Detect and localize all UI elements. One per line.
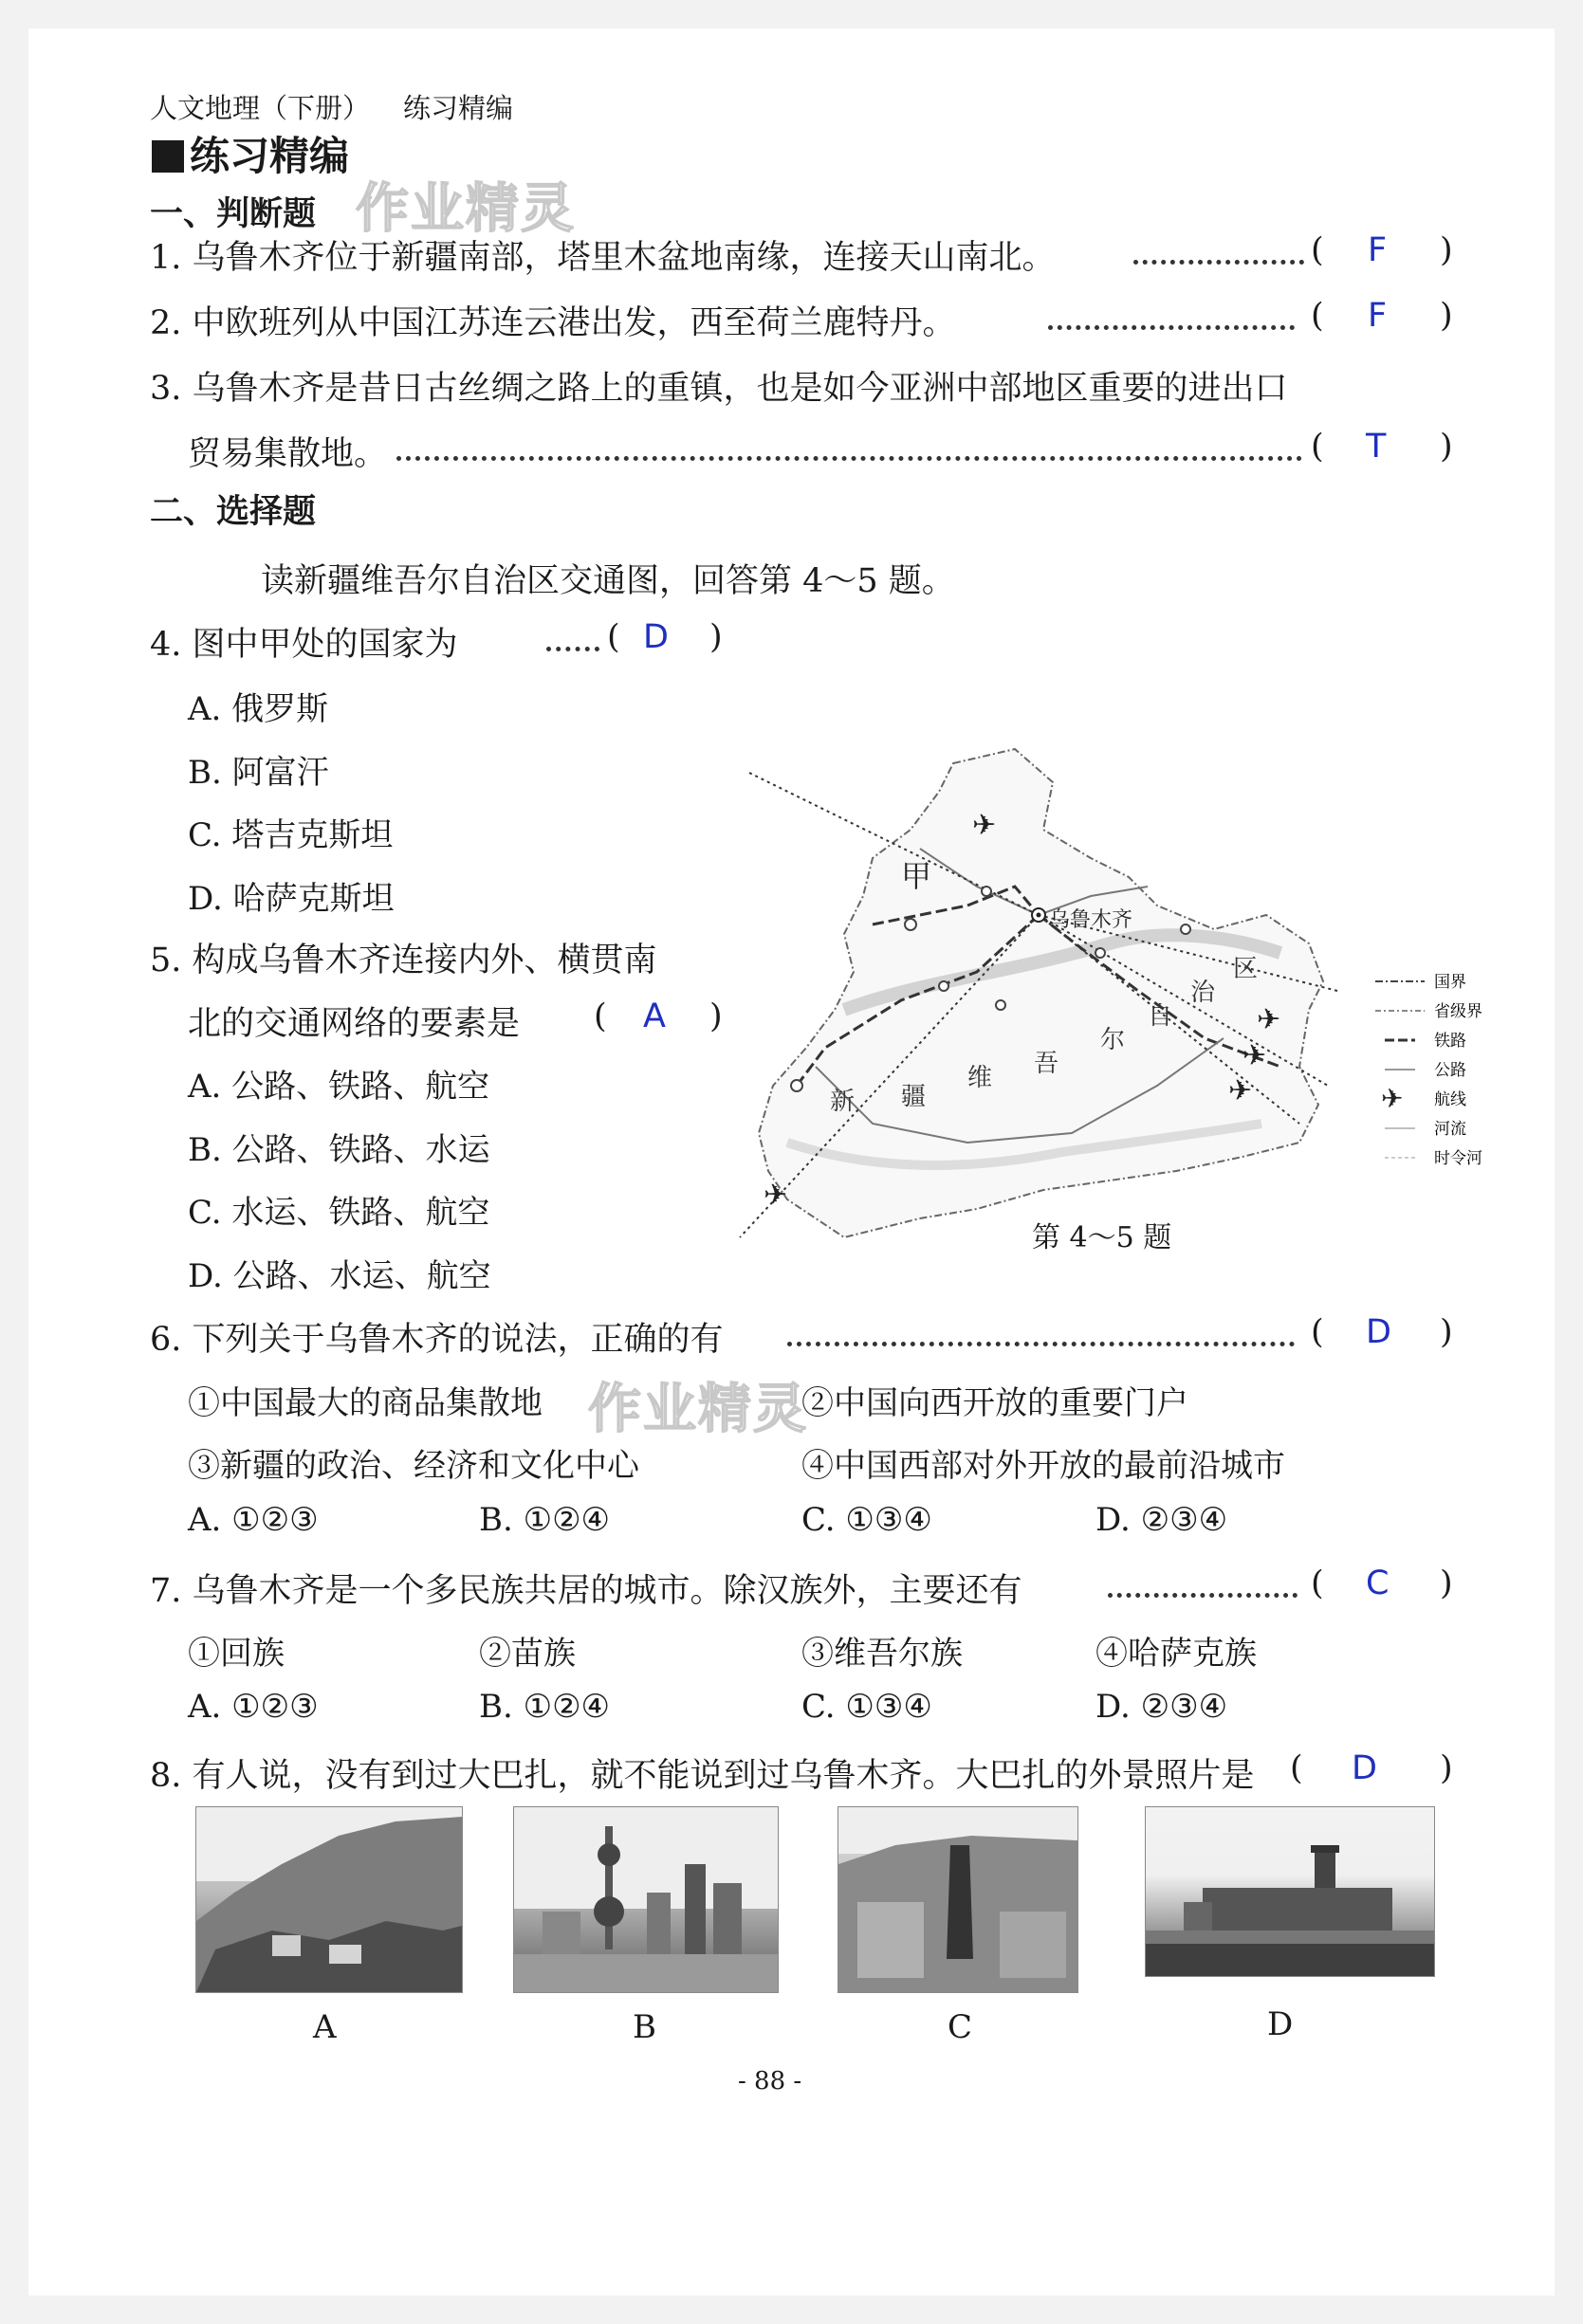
city-marker (1181, 924, 1190, 934)
q5-stem-2: 北的交通网络的要素是 (188, 1005, 521, 1043)
q5-option-d: D. 公路、水运、航空 (188, 1257, 491, 1295)
dot-leader (546, 647, 599, 651)
legend-label: 航线 (1434, 1090, 1466, 1109)
region-char: 尔 (1100, 1026, 1126, 1054)
region-char: 区 (1233, 955, 1259, 983)
q7-statement-1: ①回族 (188, 1635, 285, 1673)
dot-leader (396, 456, 1302, 461)
photo-a (195, 1806, 463, 1993)
q4-stem: 4. 图中甲处的国家为 (150, 626, 458, 664)
photo-d (1145, 1806, 1435, 1977)
q5-option-c: C. 水运、铁路、航空 (188, 1194, 490, 1232)
dot-leader (1108, 1593, 1298, 1598)
jia-label: 甲 (901, 858, 932, 894)
region-char: 治 (1190, 979, 1216, 1007)
city-marker (939, 981, 948, 991)
q5-answer: A (643, 997, 666, 1035)
watermark: 作业精灵 (588, 1379, 808, 1440)
legend-label: 公路 (1434, 1061, 1466, 1080)
photo-label-c: C (948, 2008, 973, 2046)
q4-option-c: C. 塔吉克斯坦 (188, 816, 394, 854)
city-marker (996, 1000, 1005, 1010)
q6-statement-2: ②中国向西开放的重要门户 (801, 1384, 1188, 1422)
airplane-icon: ✈ (972, 809, 997, 842)
q7-statement-4: ④哈萨克族 (1095, 1635, 1257, 1673)
photo-label-d: D (1267, 2005, 1294, 2043)
q4-option-b: B. 阿富汗 (188, 754, 329, 792)
photo-label-b: B (633, 2008, 656, 2046)
q5-option-a: A. 公路、铁路、航空 (188, 1068, 490, 1106)
answer-2: F (1368, 297, 1388, 335)
q8-stem: 8. 有人说，没有到过大巴扎，就不能说到过乌鲁木齐。大巴扎的外景照片是 (150, 1757, 1255, 1795)
airplane-icon: ✈ (1228, 1074, 1253, 1107)
q7-option-d: D. ②③④ (1095, 1688, 1228, 1726)
q7-statement-2: ②苗族 (479, 1635, 576, 1673)
q6-option-a: A. ①②③ (188, 1501, 319, 1539)
part1-heading: 一、判断题 (150, 195, 317, 233)
q7-stem: 7. 乌鲁木齐是一个多民族共居的城市。除汉族外，主要还有 (150, 1572, 1022, 1610)
airplane-icon: ✈ (1381, 1083, 1404, 1114)
q7-option-b: B. ①②④ (479, 1688, 611, 1726)
q4-option-a: A. 俄罗斯 (188, 690, 329, 728)
region-char: 疆 (901, 1083, 927, 1111)
page-number: - 88 - (738, 2067, 802, 2095)
q6-option-d: D. ②③④ (1095, 1501, 1228, 1539)
legend-label: 铁路 (1434, 1032, 1466, 1051)
xinjiang-transport-map (730, 725, 1508, 1266)
region-char: 吾 (1034, 1050, 1059, 1078)
title-square-icon (152, 140, 184, 173)
dot-leader (787, 1342, 1295, 1346)
q6-answer: D (1366, 1313, 1391, 1351)
photo-b (513, 1806, 779, 1993)
q6-option-b: B. ①②④ (479, 1501, 611, 1539)
legend-label: 国界 (1434, 973, 1466, 992)
q6-statement-3: ③新疆的政治、经济和文化中心 (188, 1447, 639, 1485)
q8-answer: D (1352, 1749, 1377, 1787)
map-legend (1375, 973, 1482, 1168)
q5-option-b: B. 公路、铁路、水运 (188, 1131, 490, 1169)
legend-label: 河流 (1434, 1120, 1466, 1139)
section-title: 练习精编 (403, 92, 514, 124)
page-title: 练习精编 (152, 125, 349, 182)
q4-answer: D (643, 618, 669, 656)
q7-option-c: C. ①③④ (801, 1688, 932, 1726)
q6-stem: 6. 下列关于乌鲁木齐的说法，正确的有 (150, 1321, 724, 1359)
photo-c (838, 1806, 1078, 1993)
legend-label: 省级界 (1434, 1002, 1482, 1021)
q7-statement-3: ③维吾尔族 (801, 1635, 963, 1673)
q7-option-a: A. ①②③ (188, 1688, 319, 1726)
airplane-icon: ✈ (1242, 1039, 1267, 1072)
q6-option-c: C. ①③④ (801, 1501, 932, 1539)
q5-stem-1: 5. 构成乌鲁木齐连接内外、横贯南 (150, 942, 657, 979)
page: 人文地理（下册） 练习精编 练习精编 作业精灵 一、判断题 1. 乌鲁木齐位于新疆南部，塔里木盆地南缘，连接天山南北。 ( F ) 2. 中欧班列从中国江苏连云港出发，西至荷兰鹿特丹。 ( F ) 3. 乌鲁木齐是昔日古丝绸之路上的重镇，也是如今亚洲中部地区重要的进出口 贸易集散地。 ( T ) 二、选择题 读新疆维吾尔自治区交通图，回答第 4～5 题。 4. 图中甲处的国家为 ( D ) A. 俄罗斯 B. 阿富汗 C. 塔吉克斯坦 D. 哈萨克斯坦 5. 构成乌鲁木齐连接内外、横贯南 北的交通网络的要素是 ( A ) A. 公路、铁路、航空 B. 公路、铁路、水运 C. 水运、铁路、航空 D. 公路、水运、航空 ✈ ✈ ✈ ✈ ✈ 甲 乌鲁木齐 新 疆 维 吾 尔 自 治 区 国界 省级界 铁路 公路 ✈ 航线 河流 时令河 第 4～5 题 6. 下列关于乌鲁木齐的说法，正确的有 ( D ) ①中国最大的商品集散地 ②中国向西开放的重要门户 作业精灵 ③新疆的政治、经济和文化中心 ④中国西部对外开放的最前沿城市 A. ①②③ B. ①②④ C. ①③④ D. ②③④ 7. 乌鲁木齐是一个多民族共居的城市。除汉族外，主要还有 ( C ) ①回族 ②苗族 ③维吾尔族 ④哈萨克族 A. ①②③ B. ①②④ C. ①③④ D. ②③④ 8. 有人说，没有到过大巴扎，就不能说到过乌鲁木齐。大巴扎的外景照片是 ( D ) A B C D - 88 - (28, 28, 1555, 2296)
region-outline (759, 749, 1323, 1237)
photo-label-a: A (313, 2008, 337, 2046)
region-char: 维 (967, 1064, 993, 1092)
q6-statement-1: ①中国最大的商品集散地 (188, 1384, 543, 1422)
legend-label: 时令河 (1434, 1149, 1482, 1168)
judge-item-1: 1. 乌鲁木齐位于新疆南部，塔里木盆地南缘，连接天山南北。 (150, 239, 1056, 277)
city-marker (905, 919, 916, 930)
region-char: 自 (1148, 1002, 1173, 1031)
urumqi-label: 乌鲁木齐 (1049, 908, 1133, 932)
answer-3: T (1366, 428, 1387, 466)
dot-leader (1133, 260, 1304, 265)
airplane-icon: ✈ (764, 1179, 788, 1212)
airplane-icon: ✈ (1257, 1003, 1281, 1036)
judge-item-3-cont: 贸易集散地。 (188, 435, 388, 473)
region-char: 新 (830, 1088, 856, 1116)
city-marker (791, 1080, 802, 1091)
city-marker (982, 887, 991, 896)
answer-1: F (1368, 231, 1388, 269)
part2-heading: 二、选择题 (150, 493, 317, 531)
judge-item-3: 3. 乌鲁木齐是昔日古丝绸之路上的重镇，也是如今亚洲中部地区重要的进出口 (150, 370, 1288, 408)
q4-option-d: D. 哈萨克斯坦 (188, 880, 395, 918)
dot-leader (1048, 325, 1295, 330)
map-intro: 读新疆维吾尔自治区交通图，回答第 4～5 题。 (261, 562, 955, 600)
q7-answer: C (1366, 1565, 1390, 1602)
map-caption: 第 4～5 题 (1032, 1221, 1172, 1254)
book-title: 人文地理（下册） (150, 92, 371, 124)
watermark: 作业精灵 (356, 178, 576, 240)
judge-item-2: 2. 中欧班列从中国江苏连云港出发，西至荷兰鹿特丹。 (150, 304, 956, 342)
city-marker (1095, 948, 1105, 958)
q6-statement-4: ④中国西部对外开放的最前沿城市 (801, 1447, 1285, 1485)
